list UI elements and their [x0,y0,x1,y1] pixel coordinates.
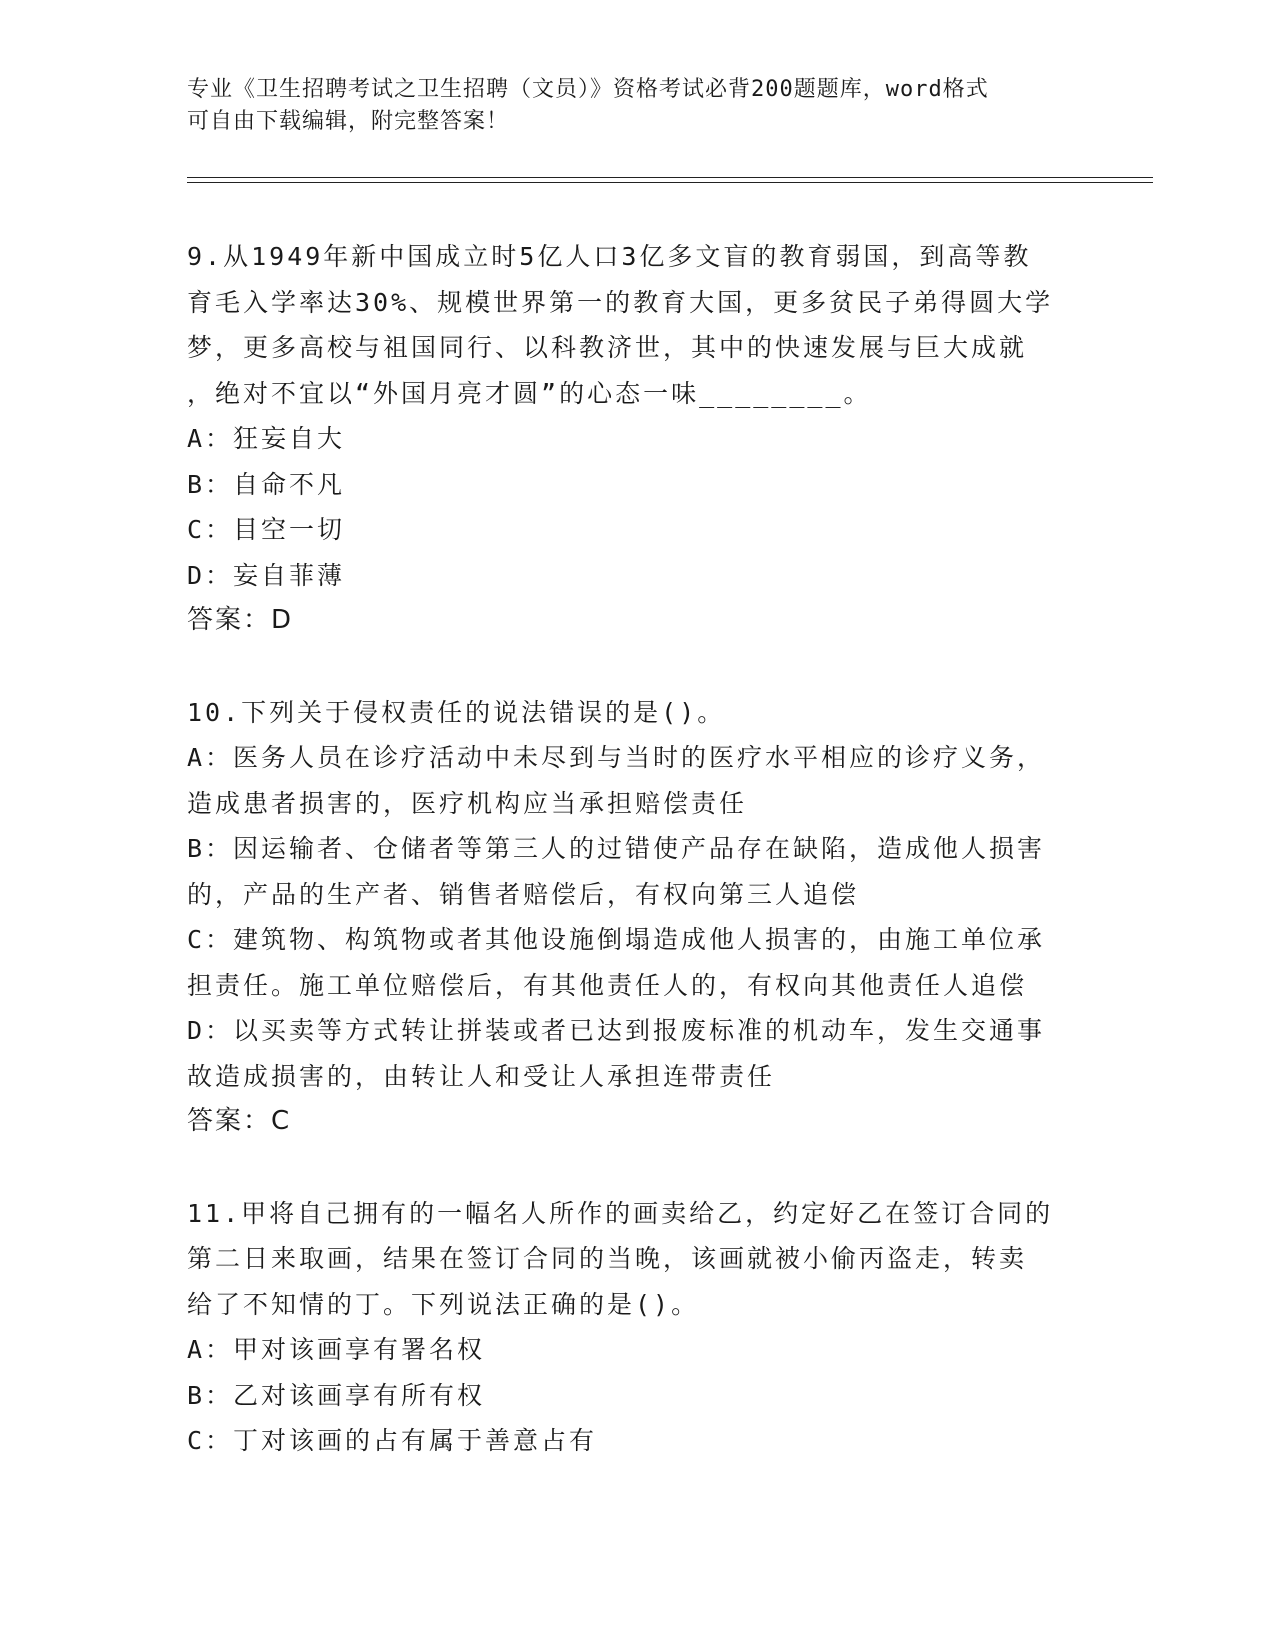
question-11-option-b: B：乙对该画享有所有权 [187,1380,486,1410]
question-11 [187,1191,1087,1464]
header-line-1: 专业《卫生招聘考试之卫生招聘（文员）》资格考试必背200题题库，word格式 [187,77,989,102]
question-9-stem-line-3: 梦，更多高校与祖国同行、以科教济世，其中的快速发展与巨大成就 [187,333,1028,362]
question-9-option-d: D：妄自菲薄 [187,560,346,590]
question-spacer [187,1145,1087,1191]
question-9-stem-line-2: 育毛入学率达30%、规模世界第一的教育大国，更多贫民子弟得圆大学 [187,287,1054,317]
document-header [187,74,1087,138]
question-10-answer: 答案：C [187,1106,292,1136]
question-spacer [187,644,1087,690]
question-9-answer: 答案：D [187,605,294,635]
question-11-stem-line-1: 11.甲将自己拥有的一幅名人所作的画卖给乙，约定好乙在签订合同的 [187,1198,1054,1228]
question-11-option-c: C：丁对该画的占有属于善意占有 [187,1426,598,1455]
question-9-stem-line-4: ，绝对不宜以“外国月亮才圆”的心态一味________。 [187,378,872,408]
question-list [187,234,1087,1464]
question-10-option-a-line-2: 造成患者损害的，医疗机构应当承担赔偿责任 [187,788,748,818]
header-line-2: 可自由下载编辑，附完整答案！ [187,109,510,134]
question-11-option-a: A：甲对该画享有署名权 [187,1335,486,1364]
question-10-option-c-line-1: C：建筑物、构筑物或者其他设施倒塌造成他人损害的，由施工单位承 [187,925,1046,954]
question-10-option-d-line-2: 故造成损害的，由转让人和受让人承担连带责任 [187,1061,776,1091]
question-10-option-b-line-1: B：因运输者、仓储者等第三人的过错使产品存在缺陷，造成他人损害 [187,834,1046,863]
question-10-stem: 10.下列关于侵权责任的说法错误的是()。 [187,697,726,727]
question-9-stem-line-1: 9.从1949年新中国成立时5亿人口3亿多文盲的教育弱国，到高等教 [187,242,1032,271]
question-9 [187,234,1087,644]
header-divider-top [187,177,1153,178]
question-11-stem-line-3: 给了不知情的丁。下列说法正确的是()。 [187,1289,700,1319]
header-divider-bottom [187,182,1153,183]
question-10-option-d-line-1: D：以买卖等方式转让拼装或者已达到报废标准的机动车，发生交通事 [187,1016,1046,1045]
question-10-option-c-line-2: 担责任。施工单位赔偿后，有其他责任人的，有权向其他责任人追偿 [187,970,1028,1000]
question-10-option-b-line-2: 的，产品的生产者、销售者赔偿后，有权向第三人追偿 [187,879,860,909]
question-9-option-a: A：狂妄自大 [187,424,346,453]
question-9-option-c: C：目空一切 [187,515,346,544]
question-10-option-a-line-1: A：医务人员在诊疗活动中未尽到与当时的医疗水平相应的诊疗义务， [187,743,1046,772]
question-11-stem-line-2: 第二日来取画，结果在签订合同的当晚，该画就被小偷丙盗走，转卖 [187,1244,1028,1273]
question-10 [187,690,1087,1145]
question-9-option-b: B：自命不凡 [187,469,346,499]
